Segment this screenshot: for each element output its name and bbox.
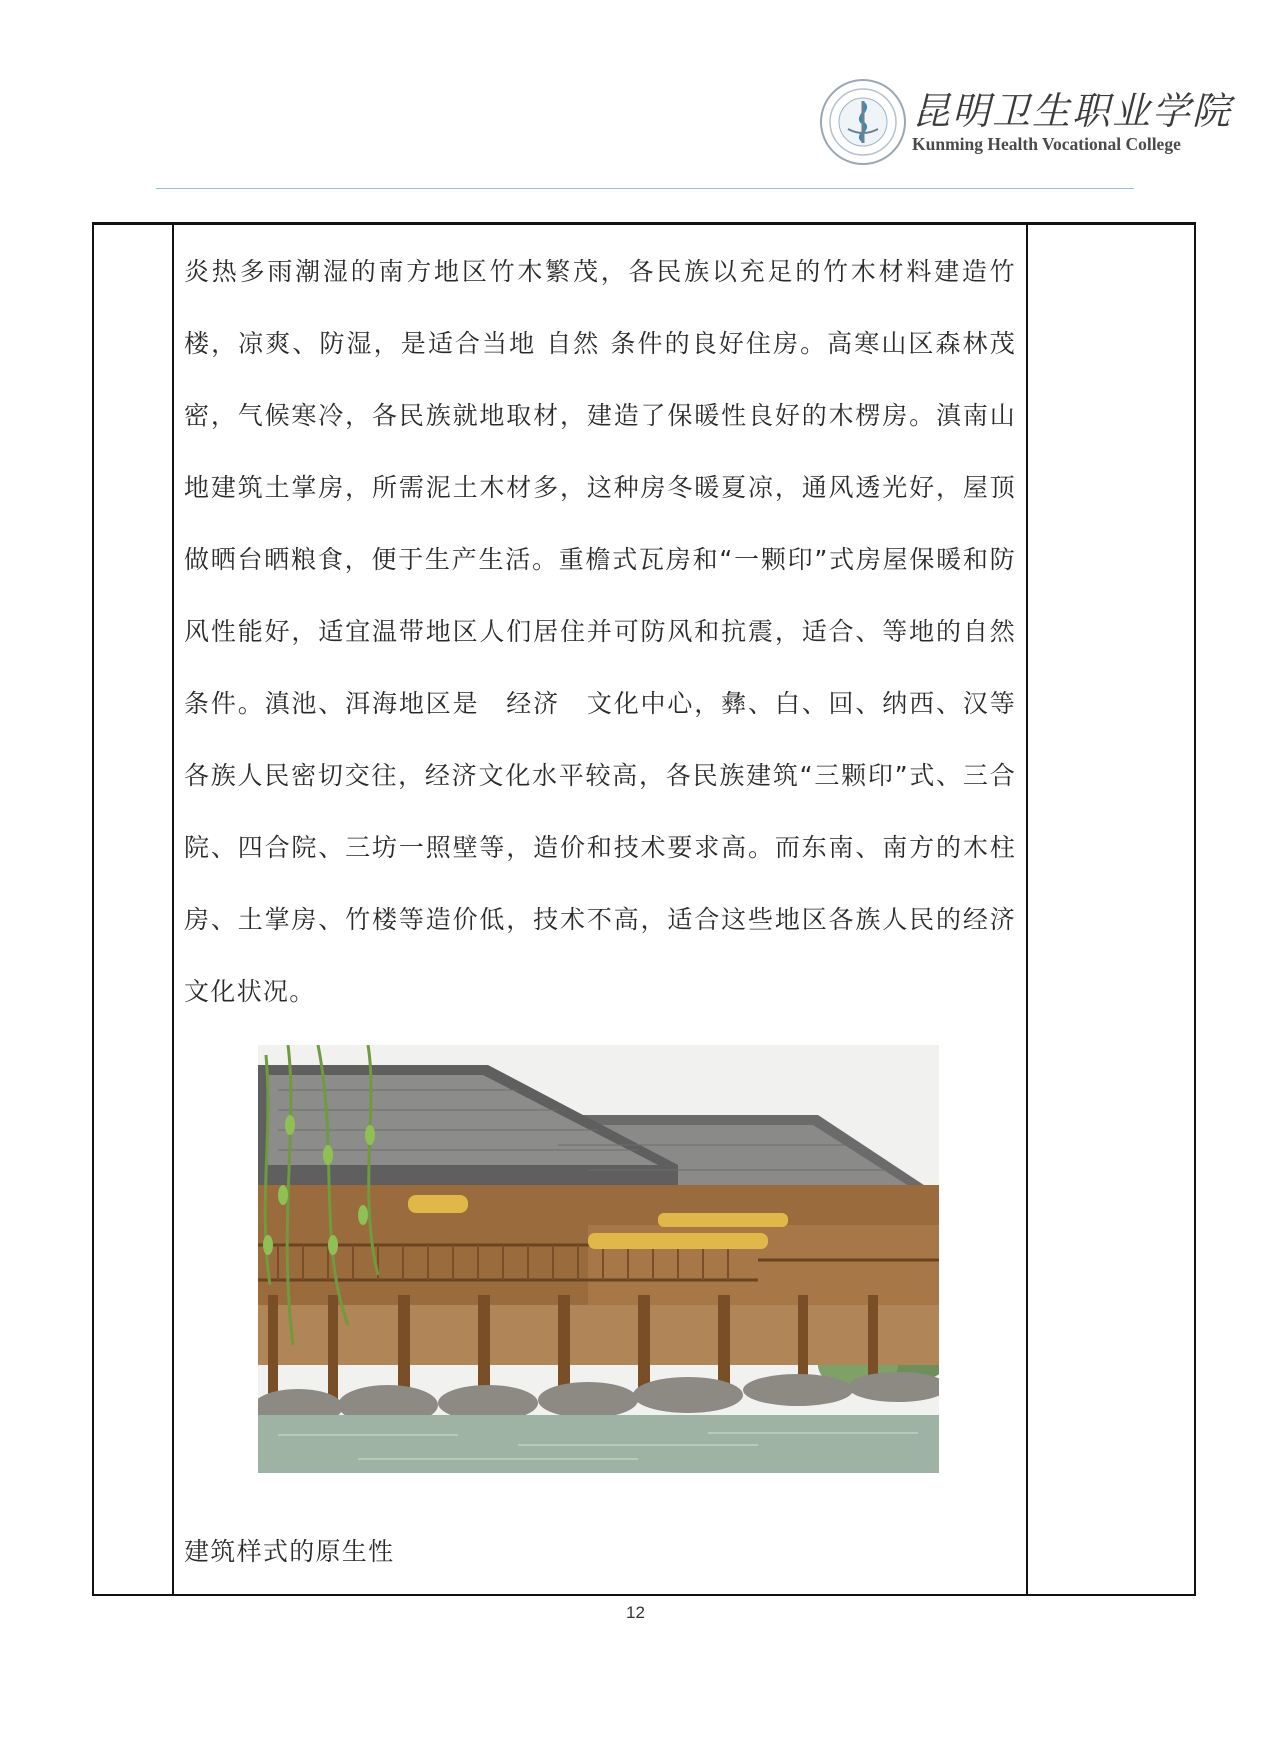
stilt-house-photo <box>258 1045 939 1473</box>
header-divider <box>156 188 1134 189</box>
college-seal-icon <box>818 77 908 167</box>
section-heading: 建筑样式的原生性 <box>184 1537 395 1566</box>
college-name-en: Kunming Health Vocational College <box>912 134 1181 154</box>
page-number: 12 <box>626 1603 645 1622</box>
table-column-divider-left <box>172 225 174 1594</box>
table-column-divider-right <box>1026 225 1028 1594</box>
college-name-cn: 昆明卫生职业学院 <box>912 89 1233 133</box>
body-paragraph: 炎热多雨潮湿的南方地区竹木繁茂，各民族以充足的竹木材料建造竹楼，凉爽、防湿，是适合当地 自然 条件的良好住房。高寒山区森林茂密，气候寒冷，各民族就地取材，建造了保暖性良好的木楞房。滇南山地建筑土掌房，所需泥土木材多，这种房冬暖夏凉，通风透光好，屋顶做晒台晒粮食，便于生产生活。重檐式瓦房和“一颗印”式房屋保暖和防风性能好，适宜温带地区人们居住并可防风和抗震，适合、等地的自然条件。滇池、洱海地区是 经济 文化中心，彝、白、回、纳西、汉等各族人民密切交往，经济文化水平较高，各民族建筑“三颗印”式、三合院、四合院、三坊一照壁等，造价和技术要求高。而东南、南方的木柱房、土掌房、竹楼等造价低，技术不高，适合这些地区各族人民的经济文化状况。 <box>184 257 1016 1006</box>
